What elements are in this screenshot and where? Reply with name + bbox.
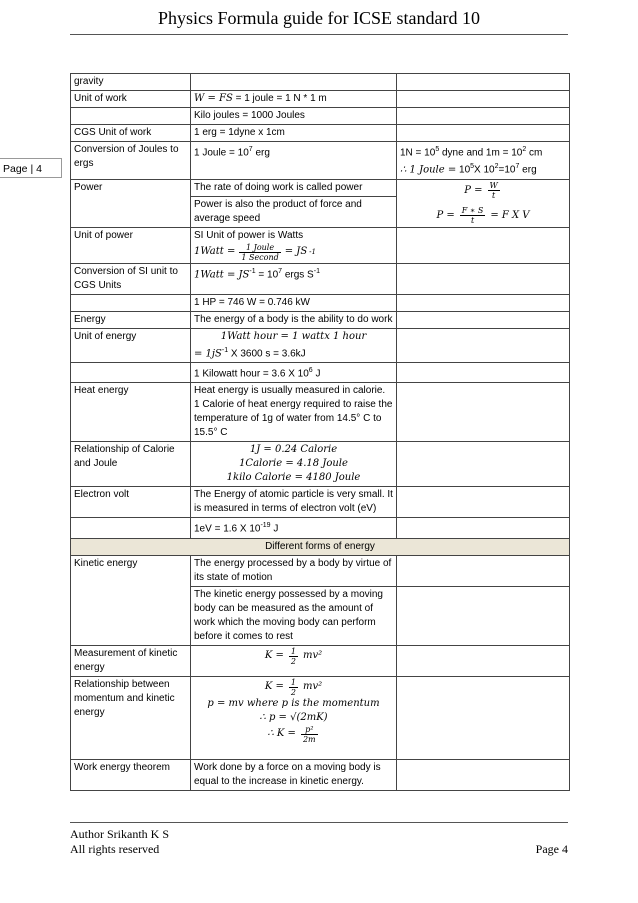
footer-rights: All rights reserved (70, 842, 160, 856)
cell-unit-energy-label: Unit of energy (71, 328, 191, 362)
section-forms-heading: Different forms of energy (71, 538, 570, 555)
table-row (71, 759, 570, 790)
table-row (71, 362, 570, 382)
table-row (71, 74, 570, 91)
cell-meas-label: Measurement of kinetic energy (71, 645, 191, 676)
page-header-title: Physics Formula guide for ICSE standard 10 (158, 8, 480, 28)
table-row (71, 263, 570, 294)
cell-power-formulas: P = $\frac{W}{t}$ P = $\frac{F ∗ S}{t}$ = F X V (397, 179, 570, 227)
table-row (71, 645, 570, 676)
table-row (71, 518, 570, 538)
table-row (71, 442, 570, 487)
table-row (71, 142, 570, 180)
cell-energy-text: The energy of a body is the ability to do work (191, 311, 397, 328)
cell-power-label: Power (71, 179, 191, 227)
table-row (71, 311, 570, 328)
footer-left (70, 827, 169, 857)
cell-rel-label: Relationship between momentum and kinetic energy (71, 676, 191, 759)
cell-unit-power-value: SI Unit of power is Watts 1Watt = $\frac{\text{1 Joule}}{\text{1 Second}}$ = JS -1 (191, 227, 397, 263)
side-page-tab: Page | 4 (0, 158, 62, 178)
table-row (71, 555, 570, 586)
cell-kwh: 1 Kilowatt hour = 3.6 X $10^6$ J (191, 362, 397, 382)
cell-unit-energy-value: 1Watt hour = 1 wattx 1 hour = $1jS^{-1}$ X 3600 s = 3.6kJ (191, 328, 397, 362)
cell-conv-si-value: 1Watt = $JS^{-1} = 10^7$ ergs $S^{-1}$ (191, 263, 397, 294)
table-row (71, 179, 570, 196)
table-row (71, 108, 570, 125)
table-row (71, 125, 570, 142)
footer-author: Author Srikanth K S (70, 827, 169, 841)
cell-power-text2: Power is also the product of force and average speed (191, 196, 397, 227)
footer-divider (70, 822, 568, 823)
header-divider (70, 34, 568, 35)
table-row (71, 676, 570, 759)
cell-meas-formula: K = $\frac{1}{2}$ mv² (191, 645, 397, 676)
table-row (71, 487, 570, 518)
cell-rel-formulas: K = $\frac{1}{2}$ mv² p = mv where p is the momentum ∴ p = √(2mK) ∴ K = $\frac{\text{p²}}{2m}$ (191, 676, 397, 759)
cell-conv-label: Conversion of Joules to ergs (71, 142, 191, 180)
cell-ev-label: Electron volt (71, 487, 191, 518)
cell-hp: 1 HP = 746 W = 0.746 kW (191, 294, 397, 311)
cell-conv-note: $1N = 10^5$ dyne and $1m = 10^2$ cm ∴ 1 Joule = $10^5X$ $10^2=10^7$ erg (397, 142, 570, 180)
table-row (71, 328, 570, 362)
cell-unit-work-label: Unit of work (71, 91, 191, 108)
table-row (71, 294, 570, 311)
cell-gravity: gravity (71, 74, 191, 91)
cell-ev-value: 1eV = 1.6 X $10^{-19}$ J (191, 518, 397, 538)
cell-wet-label: Work energy theorem (71, 759, 191, 790)
cell-energy-label: Energy (71, 311, 191, 328)
cell-kinetic-label: Kinetic energy (71, 555, 191, 645)
cell-heat-text: Heat energy is usually measured in calorie. 1 Calorie of heat energy required to raise the temperature of 1g of water from 14.5° C to 15.5° C (191, 383, 397, 442)
cell-kinetic-text2: The kinetic energy possessed by a moving body can be measured as the amount of work which the moving body can perform before it comes to rest (191, 586, 397, 645)
cell-ev-text: The Energy of atomic particle is very small. It is measured in terms of electron volt (eV) (191, 487, 397, 518)
table-row (71, 91, 570, 108)
cell-kilo-joules: Kilo joules = 1000 Joules (191, 108, 397, 125)
cell-heat-label: Heat energy (71, 383, 191, 442)
cell-conv-value: 1 Joule = $10^7$ erg (191, 142, 397, 180)
cell-calorie-label: Relationship of Calorie and Joule (71, 442, 191, 487)
cell-cgs-work-value: 1 erg = 1dyne x 1cm (191, 125, 397, 142)
cell-power-text1: The rate of doing work is called power (191, 179, 397, 196)
cell-cgs-work-label: CGS Unit of work (71, 125, 191, 142)
cell-wet-text: Work done by a force on a moving body is equal to the increase in kinetic energy. (191, 759, 397, 790)
footer-page-number: Page 4 (535, 842, 568, 856)
table-row (71, 383, 570, 442)
section-row (71, 538, 570, 555)
cell-unit-power-label: Unit of power (71, 227, 191, 263)
cell-kinetic-text1: The energy processed by a body by virtue of its state of motion (191, 555, 397, 586)
cell-calorie-value: 1J = 0.24 Calorie 1Calorie = 4.18 Joule 1kilo Calorie = 4180 Joule (191, 442, 397, 487)
formula-table (70, 73, 570, 791)
cell-conv-si-label: Conversion of SI unit to CGS Units (71, 263, 191, 294)
cell-unit-work-value: W = FS = 1 joule = 1 N * 1 m (191, 91, 397, 108)
table-row (71, 227, 570, 263)
